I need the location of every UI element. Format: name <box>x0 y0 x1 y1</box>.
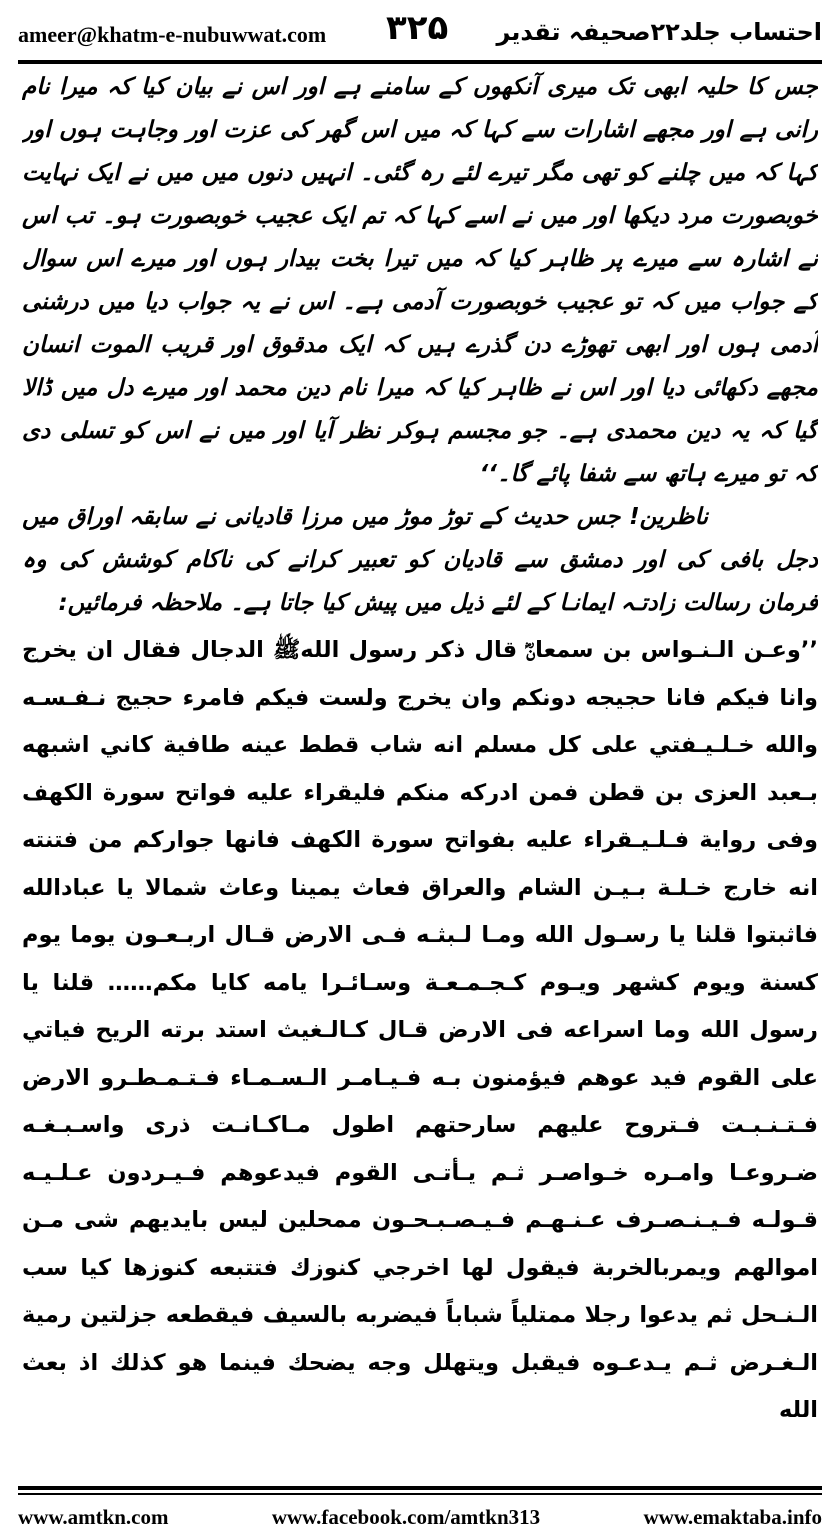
footer-rule-thick <box>18 1486 822 1490</box>
page-footer <box>18 1500 822 1534</box>
footer-link-facebook[interactable]: www.facebook.com/amtkn313 <box>271 1504 541 1529</box>
page-body <box>22 66 818 1448</box>
arabic-hadith: ’’وعـن الـنـواس بن سمعانؓ قال ذكر رسول اللهﷺ الدجال فقال ان يخرج وانا فيكم فانا حجيجه دونكم وان يخرج ولست فيكم فامرء حجيج نـفـسـه والله خـلـيـفتي على كل مسلم انه شاب قطط عينه طافية كاني اشبهه بـعبد العزى بن قطن فمن ادركه منكم فليقراء عليه فواتح سورة الكهف وفى رواية فـلـيـقراء عليه بفواتح سورة الكهف فانها جواركم من فتنته انه خارج خـلـة بـيـن الشام والعراق فعاث يمينا وعاث شمالا يا عبادالله فاثبتوا قلنا يا رسـول الله ومـا لـبثـه فـى الارض قـال اربـعـون يوما يوم كسنة ويوم كشهر ويـوم كـجـمـعـة وسـائـرا يامه كايا مكم…… قلنا يا رسول الله وما اسراعه فى الارض قـال كـالـغيث استد برته الريح فياتي على القوم فيد عوهم فيؤمنون بـه فـيـامـر الـسـمـاء فـتـمـطـرو الارض فـتـنـبـت فـتروح عليهم سارحتهم اطول مـاكـانـت ذرى واسـبـغـه ضـروعـا وامـره خـواصـر ثـم يـأتـى القوم فيدعوهم فـيـردون عـلـيـه قـولـه فـيـنـصـرف عـنـهـم فـيـصـبـحـون ممحلين ليس بايديهم شى مـن اموالهم ويمربالخربة فيقول لها اخرجي كنوزك فتتبعه كنوزها كيا سب الـنـحل ثم يدعوا رجلا ممتلياً شباباً فيضربه بالسيف فيقطعه جزلتين رمية الـغـرض ثـم يـدعـوه فيقبل ويتهلل وجه يضحك فينما هو كذلك اذ بعث الله <box>22 637 818 1423</box>
page-number: ۳۲۵ <box>386 8 449 48</box>
footer-rule-thin <box>18 1493 822 1495</box>
urdu-paragraph-1: جس کا حلیہ ابھی تک میری آنکھوں کے سامنے ہے اور اس نے بیان کیا کہ میرا نام رانی ہے اور مجھے اشارات سے کہا کہ میں اس گھر کی عزت اور وجاہت ہوں اور کہا کہ میں چلنے کو تھی مگر تیرے لئے رہ گئی۔ انہیں دنوں میں میں نے ایک نہایت خوبصورت مرد دیکھا اور میں نے اسے کہا کہ تم ایک عجیب خوبصورت ہو۔ تب اس نے اشارہ سے میرے پر ظاہر کیا کہ میں تیرا بخت بیدار ہوں اور میرے اس سوال کے جواب میں کہ تو عجیب خوبصورت آدمی ہے۔ اس نے یہ جواب دیا میں درشنی آدمی ہوں اور ابھی تھوڑے دن گذرے ہیں کہ ایک مدقوق اور قریب الموت انسان مجھے دکھائی دیا اور اس نے ظاہر کیا کہ میرا نام دین محمد اور میرے دل میں ڈالا گیا کہ یہ دین محمدی ہے۔ جو مجسم ہوکر نظر آیا اور میں نے اس کو تسلی دی کہ تو میرے ہاتھ سے شفا پائے گا۔‘‘ <box>22 74 818 487</box>
footer-link-emaktaba[interactable]: www.emaktaba.info <box>643 1504 822 1529</box>
page-header <box>18 8 822 60</box>
urdu-paragraph-2: ناظرین! جس حدیث کے توڑ موڑ میں مرزا قادیانی نے سابقہ اوراق میں دجل بافی کی اور دمشق سے قادیان کو تعبیر کرانے کی ناکام کوشش کی وہ فرمان رسالت زادتـہ ایمانـا کے لئے ذیل میں پیش کیا جاتا ہے۔ ملاحظہ فرمائیں: <box>22 504 818 616</box>
header-email: ameer@khatm-e-nubuwwat.com <box>18 22 327 47</box>
footer-link-amtkn[interactable]: www.amtkn.com <box>18 1504 169 1529</box>
book-title: احتساب جلد۲۲صحیفہ تقدیر <box>496 18 822 46</box>
header-rule <box>18 60 822 64</box>
